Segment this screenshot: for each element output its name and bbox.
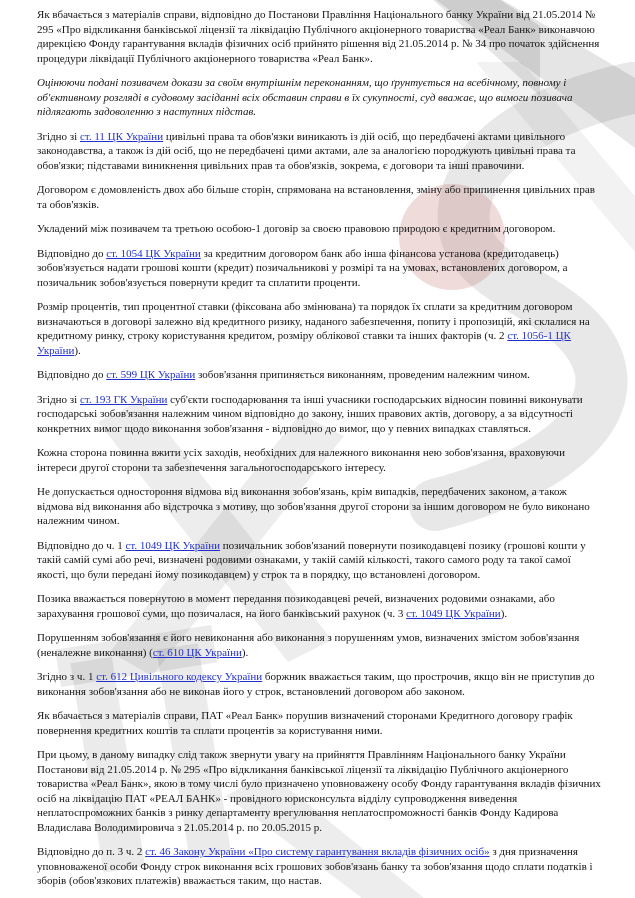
paragraph [37,130,602,174]
paragraph [37,709,602,738]
paragraph [37,845,602,889]
paragraph [37,368,602,383]
text-run: Відповідно до [37,247,107,260]
paragraph [37,222,602,237]
paragraph [37,183,602,212]
text-run: Позика вважається повернутою в момент передання позикодавцеві речей, визначених родовими ознаками, або зарахування грошової суми, що позичалася, на його банківський рахунок (ч. 3 [37,593,555,620]
text-run: Оцінюючи подані позивачем докази за своїм внутрішнім переконанням, що ґрунтується на всебічному, повному і об'єктивному розгляді в судовому засіданні всіх обставин справи в їх сукупності, суд вважає, що вимоги позивача підлягають задоволенню з наступних підстав. [37,77,573,118]
statute-link[interactable]: ст. 612 Цивільного кодексу України [96,671,263,683]
text-run: Розмір процентів, тип процентної ставки (фіксована або змінювана) та порядок їх сплати за кредитним договором визначаються в договорі залежно від кредитного ризику, наданого забезпечення, попиту і пропозицій, які склалися на кредитному ринку, строку користування кредитом, розміру облікової ставки та інших факторів (ч. 2 [37,301,590,342]
text-run: боржник вважається таким, що прострочив, якщо він не приступив до виконання зобов'язання або не виконав його у строк, встановлений договором або законом. [37,671,595,698]
paragraph [37,247,602,291]
text-run: ). [500,607,508,620]
paragraph [37,592,602,621]
statute-link[interactable]: ст. 610 ЦК України [152,646,242,659]
text-run: Договором є домовленість двох або більше сторін, спрямована на встановлення, зміну або припинення цивільних прав та обов'язків. [37,184,595,211]
text-run: суб'єкти господарювання та інші учасники господарських відносин повинні виконувати господарські зобов'язання належним чином відповідно до закону, інших правових актів, договору, а за відсутності конкретних вимог щодо виконання зобов'язання - відповідно до вимог, що у певних випадках ставляться. [37,393,583,435]
paragraph [37,76,602,120]
text-run: Згідно зі [37,130,80,143]
statute-link[interactable]: ст. 1056-1 ЦК України [37,330,571,357]
text-run: за кредитним договором банк або інша фінансова установа (кредитодавець) зобов'язується надати грошові кошти (кредит) позичальникові у розмірі та на умовах, встановлених договором, а позичальник зобов'язується повернути кредит та сплатити проценти. [37,247,568,289]
statute-link[interactable]: ст. 1054 ЦК України [106,247,201,260]
text-run: цивільні права та обов'язки виникають із дій осіб, що передбачені актами цивільного законодавства, а також із дій осіб, що не передбачені цими актами, але за аналогією породжують цивільні права та обов'язки; підставами виникнення цивільних прав та обов'язків, зокрема, є договори та інші правочини. [37,130,576,172]
statute-link[interactable]: ст. 193 ГК України [79,393,168,406]
text-run: зобов'язання припиняється виконанням, проведеним належним чином. [195,369,530,381]
statute-link[interactable]: ст. 599 ЦК України [106,369,196,381]
paragraph [37,393,602,437]
paragraph [37,8,602,66]
text-run: з дня призначення уповноваженої особи Фонду строк виконання всіх грошових зобов'язань банку та зобов'язання щодо сплати податків і зборів (обов'язкових платежів) вважається таким, що настав. [37,846,593,887]
paragraph [37,446,602,475]
statute-link[interactable]: ст. 1049 ЦК України [125,539,221,552]
text-run: Відповідно до [37,369,107,381]
text-run: Кожна сторона повинна вжити усіх заходів, необхідних для належного виконання нею зобов'язання, враховуючи інтереси другої сторони та забезпечення загальногосподарського інтересу. [37,447,565,474]
text-run: Укладений між позивачем та третьою особою-1 договір за своєю правовою природою є кредитним договором. [37,223,556,235]
paragraph [37,670,602,699]
paragraph [37,748,602,835]
text-run: Відповідно до п. 3 ч. 2 [37,846,146,858]
paragraph [37,300,602,358]
text-run: Порушенням зобов'язання є його невиконання або виконання з порушенням умов, визначених змістом зобов'язання (неналежне виконання) ( [37,632,580,659]
paragraph [37,539,602,583]
paragraph [37,631,602,660]
statute-link[interactable]: ст. 1049 ЦК України [406,607,501,620]
text-run: ). [241,646,249,659]
text-run: Як вбачається з матеріалів справи, відповідно до Постанови Правління Національного банку України від 21.05.2014 № 295 «Про відкликання банківської ліцензії та ліквідацію Публічного акціонерного товариства «Реал Банк» виконавчою дирекцією Фонду гарантування вкладів фізичних осіб прийнято рішення від 21.05.2014 р. № 34 про початок здійснення процедури ліквідації Публічного акціонерного товариства «Реал Банк». [37,9,600,65]
text-run: Згідно зі [37,393,80,406]
text-run: Згідно з ч. 1 [37,671,97,683]
statute-link[interactable]: ст. 46 Закону України «Про систему гарантування вкладів фізичних осіб» [145,846,490,858]
statute-link[interactable]: ст. 11 ЦК України [79,130,164,143]
text-run: Не допускається одностороння відмова від виконання зобов'язань, крім випадків, передбачених законом, а також відмова від виконання або відстрочка з мотиву, що зобов'язання другої сторони за іншим договором не було виконано належним чином. [37,486,590,527]
text-run: При цьому, в даному випадку слід також звернути увагу на прийняття Правлінням Національного банку України Постанови від 21.05.2014 р. № 295 «Про відкликання банківської ліцензії та ліквідацію Публічного акціонерного товариства «Реал Банк», якою в тому числі було призначено уповноважену особу Фонду гарантування вкладів фізичних осіб на ліквідацію ПАТ «РЕАЛ БАНК» - провідного юрисконсульта відділу супроводження виведення неплатоспроможних банків з ринку департаменту врегулювання неплатоспроможності банків Фонду Кадирова Владислава Володимировича з 21.05.2014 р. по 20.05.2015 р. [37,749,601,834]
text-run: позичальник зобов'язаний повернути позикодавцеві позику (грошові кошти у такій самій сумі або речі, визначені родовими ознаками, у такій самій кількості, такого самого роду та такої самої якості, що були передані йому позикодавцем) у строк та в порядку, що встановлені договором. [37,539,586,581]
text-run: Відповідно до ч. 1 [37,539,126,552]
text-run: ). [74,344,81,357]
paragraph [37,485,602,529]
text-run: Як вбачається з матеріалів справи, ПАТ «Реал Банк» порушив визначений сторонами Кредитного договору графік повернення кредитних коштів та сплати процентів за користування ними. [37,710,573,737]
